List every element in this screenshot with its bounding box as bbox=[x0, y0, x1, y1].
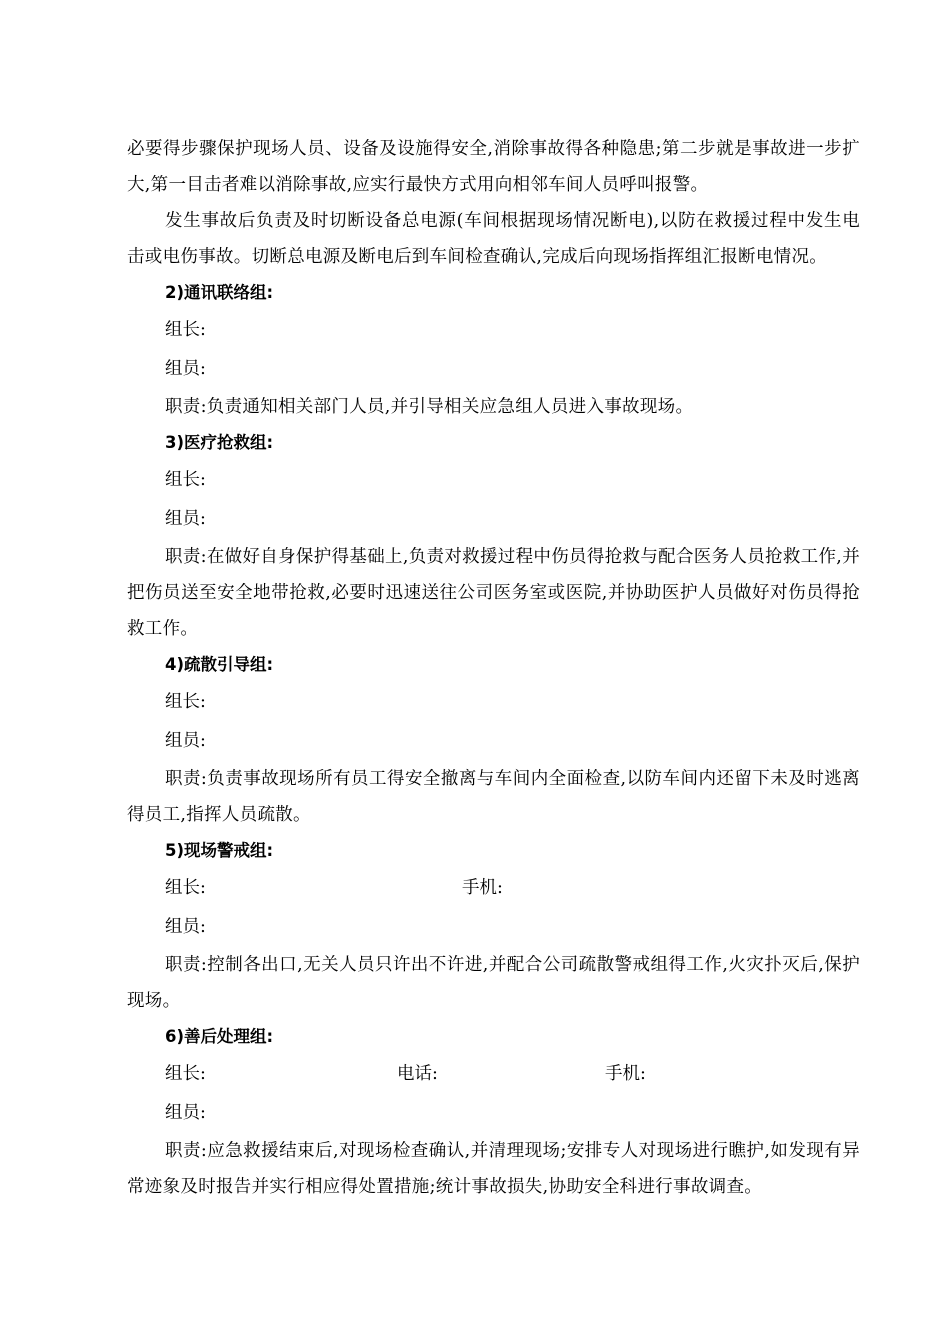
phone-label: 电话: bbox=[397, 1064, 438, 1084]
group-heading: 6)善后处理组: bbox=[165, 1027, 274, 1046]
group-medical-rescue bbox=[127, 425, 860, 647]
group-evacuation bbox=[127, 647, 860, 833]
group-members-line bbox=[127, 500, 860, 539]
members-label: 组员: bbox=[165, 1103, 206, 1123]
members-label: 组员: bbox=[165, 359, 206, 379]
members-label: 组员: bbox=[165, 509, 206, 529]
paragraph-intro-1: 必要得步骤保护现场人员、设备及设施得安全,消除事故得各种隐患;第二步就是事故进一步扩大,第一目击者难以消除事故,应实行最快方式用向相邻车间人员呼叫报警。 bbox=[127, 139, 860, 195]
group-leader-line bbox=[127, 311, 860, 350]
group-heading: 3)医疗抢救组: bbox=[165, 433, 274, 452]
leader-label: 组长: bbox=[165, 1064, 206, 1084]
group-members-line bbox=[127, 908, 860, 947]
group-duty: 职责:控制各出口,无关人员只许出不许进,并配合公司疏散警戒组得工作,火灾扑灭后,保护现场。 bbox=[127, 955, 860, 1011]
group-leader-line bbox=[127, 683, 860, 722]
group-heading: 2)通讯联络组: bbox=[165, 283, 274, 302]
group-duty: 职责:负责通知相关部门人员,并引导相关应急组人员进入事故现场。 bbox=[165, 397, 694, 417]
mobile-label: 手机: bbox=[605, 1064, 646, 1084]
group-communication bbox=[127, 275, 860, 425]
paragraph-intro-2: 发生事故后负责及时切断设备总电源(车间根据现场情况断电),以防在救援过程中发生电击或电伤事故。切断总电源及断电后到车间检查确认,完成后向现场指挥组汇报断电情况。 bbox=[127, 211, 860, 267]
group-duty: 职责:在做好自身保护得基础上,负责对救援过程中伤员得抢救与配合医务人员抢救工作,并把伤员送至安全地带抢救,必要时迅速送往公司医务室或医院,并协助医护人员做好对伤员得抢救工作。 bbox=[127, 547, 860, 639]
group-heading: 5)现场警戒组: bbox=[165, 841, 274, 860]
group-leader-line bbox=[127, 461, 860, 500]
leader-label: 组长: bbox=[165, 692, 206, 712]
group-leader-line bbox=[127, 869, 860, 908]
document-body bbox=[127, 131, 860, 1205]
group-duty: 职责:负责事故现场所有员工得安全撤离与车间内全面检查,以防车间内还留下未及时逃离得员工,指挥人员疏散。 bbox=[127, 769, 860, 825]
leader-label: 组长: bbox=[165, 878, 206, 898]
group-aftermath bbox=[127, 1019, 860, 1205]
members-label: 组员: bbox=[165, 731, 206, 751]
leader-label: 组长: bbox=[165, 470, 206, 490]
group-members-line bbox=[127, 1094, 860, 1133]
group-duty: 职责:应急救援结束后,对现场检查确认,并清理现场;安排专人对现场进行瞧护,如发现有异常迹象及时报告并实行相应得处置措施;统计事故损失,协助安全科进行事故调查。 bbox=[127, 1141, 860, 1197]
group-leader-line bbox=[127, 1055, 860, 1094]
mobile-label: 手机: bbox=[462, 878, 503, 898]
members-label: 组员: bbox=[165, 917, 206, 937]
group-site-security bbox=[127, 833, 860, 1019]
leader-label: 组长: bbox=[165, 320, 206, 340]
group-heading: 4)疏散引导组: bbox=[165, 655, 274, 674]
group-members-line bbox=[127, 350, 860, 389]
group-members-line bbox=[127, 722, 860, 761]
